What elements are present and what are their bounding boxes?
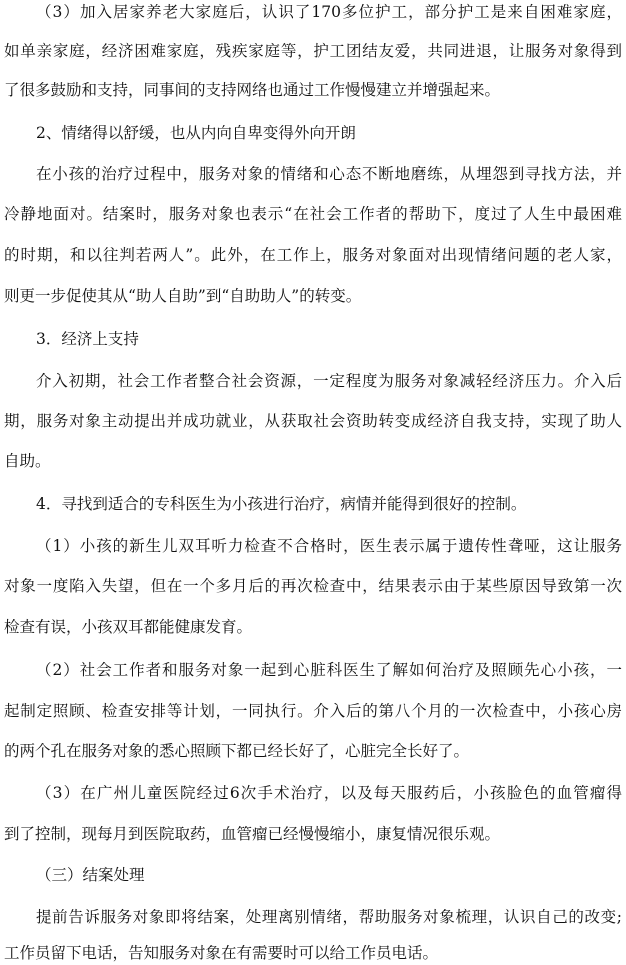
paragraph-line: 自助。 xyxy=(4,452,51,470)
paragraph-line: 起制定照顾、检查安排等计划，一同执行。介入后的第八个月的一次检查中，小孩心房 xyxy=(4,702,622,720)
paragraph-line: 冷静地面对。结案时，服务对象也表示“在社会工作者的帮助下，度过了人生中最困难 xyxy=(4,205,622,223)
paragraph-line: （3）在广州儿童医院经过6次手术治疗，以及每天服药后，小孩脸色的血管瘤得 xyxy=(36,784,622,802)
paragraph-line: （3）加入居家养老大家庭后，认识了170多位护工，部分护工是来自困难家庭， xyxy=(36,3,622,21)
paragraph-line: 则更一步促使其从“助人自助”到“自助助人”的转变。 xyxy=(4,287,362,305)
section-heading: 4．寻找到适合的专科医生为小孩进行治疗，病情并能得到很好的控制。 xyxy=(36,495,527,513)
paragraph-line: 检查有误，小孩双耳都能健康发育。 xyxy=(4,618,253,636)
paragraph-line: 对象一度陷入失望，但在一个多月后的再次检查中，结果表示由于某些原因导致第一次 xyxy=(4,577,622,595)
paragraph-line: 提前告诉服务对象即将结案，处理离别情绪，帮助服务对象梳理，认识自己的改变; xyxy=(36,908,622,926)
paragraph-line: 的两个孔在服务对象的悉心照顾下都已经长好了，心脏完全长好了。 xyxy=(4,742,470,760)
section-heading: 3．经济上支持 xyxy=(36,330,139,348)
paragraph-line: 了很多鼓励和支持，同事间的支持网络也通过工作慢慢建立并增强起来。 xyxy=(4,81,501,99)
paragraph-line: 在小孩的治疗过程中，服务对象的情绪和心态不断地磨练，从埋怨到寻找方法，并 xyxy=(36,165,622,183)
paragraph-line: 到了控制，现每月到医院取药，血管瘤已经慢慢缩小，康复情况很乐观。 xyxy=(4,825,501,843)
paragraph-line: （1）小孩的新生儿双耳听力检查不合格时，医生表示属于遗传性聋哑，这让服务 xyxy=(36,537,622,555)
paragraph-line: 如单亲家庭，经济困难家庭，残疾家庭等，护工团结友爱，共同进退，让服务对象得到 xyxy=(4,42,622,60)
paragraph-line: 工作员留下电话，告知服务对象在有需要时可以给工作员电话。 xyxy=(4,944,439,962)
paragraph-line: 介入初期，社会工作者整合社会资源，一定程度为服务对象减轻经济压力。介入后 xyxy=(36,372,622,390)
paragraph-line: 的时期，和以往判若两人”。此外，在工作上，服务对象面对出现情绪问题的老人家， xyxy=(4,246,622,264)
section-heading: 2、情绪得以舒缓，也从内向自卑变得外向开朗 xyxy=(36,124,356,142)
paragraph-line: 期，服务对象主动提出并成功就业，从获取社会资助转变成经济自我支持，实现了助人 xyxy=(4,412,622,430)
paragraph-line: （2）社会工作者和服务对象一起到心脏科医生了解如何治疗及照顾先心小孩，一 xyxy=(36,661,622,679)
section-heading: （三）结案处理 xyxy=(36,866,145,884)
